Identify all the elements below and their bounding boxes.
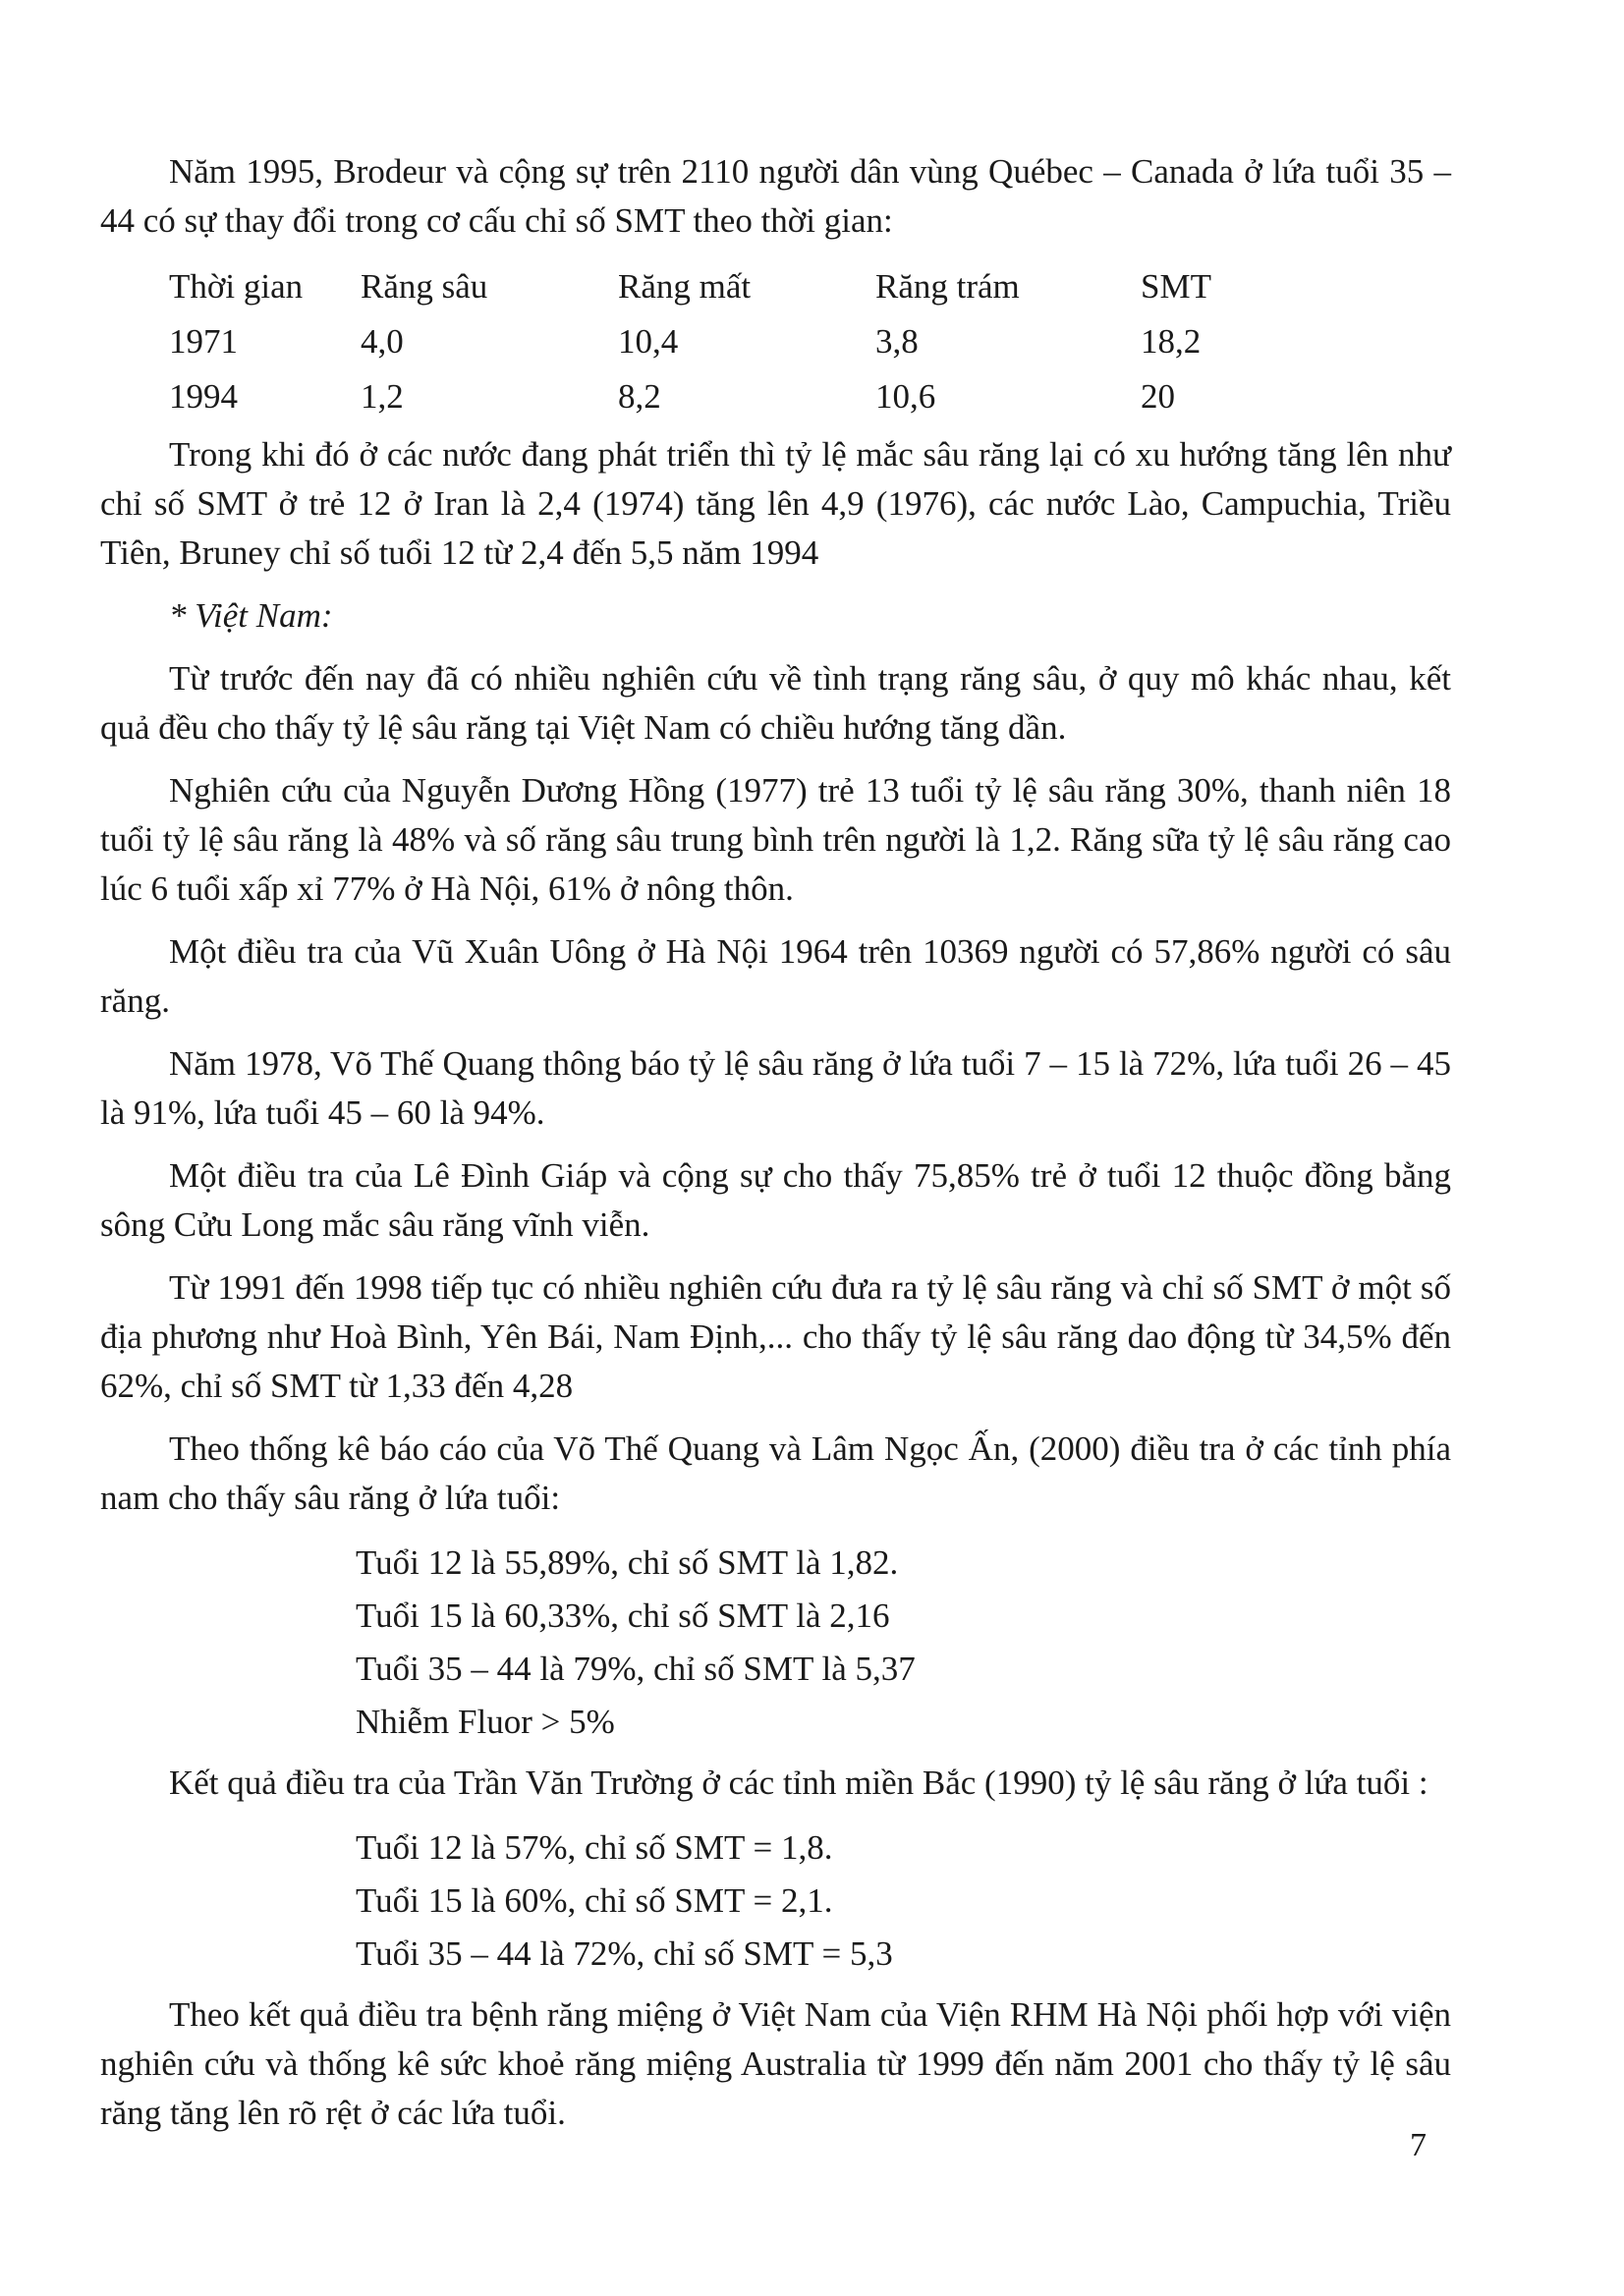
page-number: 7 (1410, 2127, 1427, 2163)
smt-table (169, 259, 1288, 424)
table-header-row (169, 259, 1288, 314)
paragraph-brodeur: Năm 1995, Brodeur và cộng sự trên 2110 người dân vùng Québec – Canada ở lứa tuổi 35 – 44 có sự thay đổi trong cơ cấu chỉ số SMT theo thời gian: (100, 152, 1451, 240)
table-cell: 20 (1141, 377, 1175, 416)
table-header: Răng sâu (361, 267, 488, 306)
section-heading-vietnam: * Việt Nam: (169, 596, 333, 635)
paragraph-vo-the-quang-1978: Năm 1978, Võ Thế Quang thông báo tỷ lệ sâu răng ở lứa tuổi 7 – 15 là 72%, lứa tuổi 26 – 45 là 91%, lứa tuổi 45 – 60 là 94%. (100, 1044, 1451, 1132)
table-cell: 1,2 (361, 377, 404, 416)
table-header: Thời gian (169, 267, 304, 306)
paragraph-developing-countries: Trong khi đó ở các nước đang phát triển thì tỷ lệ mắc sâu răng lại có xu hướng tăng lên như chỉ số SMT ở trẻ 12 ở Iran là 2,4 (1974) tăng lên 4,9 (1976), các nước Lào, Campuchia, Triều Tiên, Bruney chỉ số tuổi 12 từ 2,4 đến 5,5 năm 1994 (100, 435, 1451, 572)
page-body (100, 147, 1451, 2152)
table-cell: 1994 (169, 377, 238, 416)
paragraph-vo-the-quang-2000: Theo thống kê báo cáo của Võ Thế Quang và Lâm Ngọc Ấn, (2000) điều tra ở các tỉnh phía nam cho thấy sâu răng ở lứa tuổi: (100, 1429, 1451, 1517)
paragraph-vu-xuan-uong: Một điều tra của Vũ Xuân Uông ở Hà Nội 1964 trên 10369 người có 57,86% người có sâu răng. (100, 932, 1451, 1020)
paragraph-nguyen-duong-hong: Nghiên cứu của Nguyễn Dương Hồng (1977) trẻ 13 tuổi tỷ lệ sâu răng 30%, thanh niên 18 tuổi tỷ lệ sâu răng là 48% và số răng sâu trung bình trên người là 1,2. Răng sữa tỷ lệ sâu răng cao lúc 6 tuổi xấp xỉ 77% ở Hà Nội, 61% ở nông thôn. (100, 771, 1451, 908)
list-item: Tuổi 12 là 55,89%, chỉ số SMT là 1,82. (356, 1543, 899, 1582)
table-cell: 3,8 (875, 322, 919, 361)
list-north (356, 1821, 1451, 1981)
list-item: Tuổi 15 là 60%, chỉ số SMT = 2,1. (356, 1881, 833, 1920)
paragraph-overview: Từ trước đến nay đã có nhiều nghiên cứu về tình trạng răng sâu, ở quy mô khác nhau, kết quả đều cho thấy tỷ lệ sâu răng tại Việt Nam có chiều hướng tăng dần. (100, 659, 1451, 747)
table-row (169, 314, 1288, 369)
table-cell: 1971 (169, 322, 238, 361)
paragraph-le-dinh-giap: Một điều tra của Lê Đình Giáp và cộng sự cho thấy 75,85% trẻ ở tuổi 12 thuộc đồng bằng sông Cửu Long mắc sâu răng vĩnh viễn. (100, 1156, 1451, 1244)
table-cell: 8,2 (618, 377, 661, 416)
table-header: SMT (1141, 267, 1211, 306)
list-south (356, 1537, 1451, 1749)
paragraph-1991-1998: Từ 1991 đến 1998 tiếp tục có nhiều nghiên cứu đưa ra tỷ lệ sâu răng và chỉ số SMT ở một số địa phương như Hoà Bình, Yên Bái, Nam Định,... cho thấy tỷ lệ sâu răng dao động từ 34,5% đến 62%, chỉ số SMT từ 1,33 đến 4,28 (100, 1268, 1451, 1405)
paragraph-rhm-hanoi: Theo kết quả điều tra bệnh răng miệng ở Việt Nam của Viện RHM Hà Nội phối hợp với viện nghiên cứu và thống kê sức khoẻ răng miệng Australia từ 1999 đến năm 2001 cho thấy tỷ lệ sâu răng tăng lên rõ rệt ở các lứa tuổi. (100, 1995, 1451, 2132)
table-cell: 10,6 (875, 377, 936, 416)
table-row (169, 369, 1288, 424)
list-item: Tuổi 12 là 57%, chỉ số SMT = 1,8. (356, 1828, 833, 1867)
table-header: Răng trám (875, 267, 1020, 306)
table-cell: 10,4 (618, 322, 679, 361)
paragraph-tran-van-truong: Kết quả điều tra của Trần Văn Trường ở các tỉnh miền Bắc (1990) tỷ lệ sâu răng ở lứa tuổi : (169, 1764, 1428, 1802)
table-cell: 4,0 (361, 322, 404, 361)
list-item: Tuổi 15 là 60,33%, chỉ số SMT là 2,16 (356, 1596, 890, 1635)
list-item: Nhiễm Fluor > 5% (356, 1703, 615, 1741)
list-item: Tuổi 35 – 44 là 72%, chỉ số SMT = 5,3 (356, 1934, 893, 1973)
table-cell: 18,2 (1141, 322, 1202, 361)
table-header: Răng mất (618, 267, 752, 306)
list-item: Tuổi 35 – 44 là 79%, chỉ số SMT là 5,37 (356, 1650, 916, 1688)
